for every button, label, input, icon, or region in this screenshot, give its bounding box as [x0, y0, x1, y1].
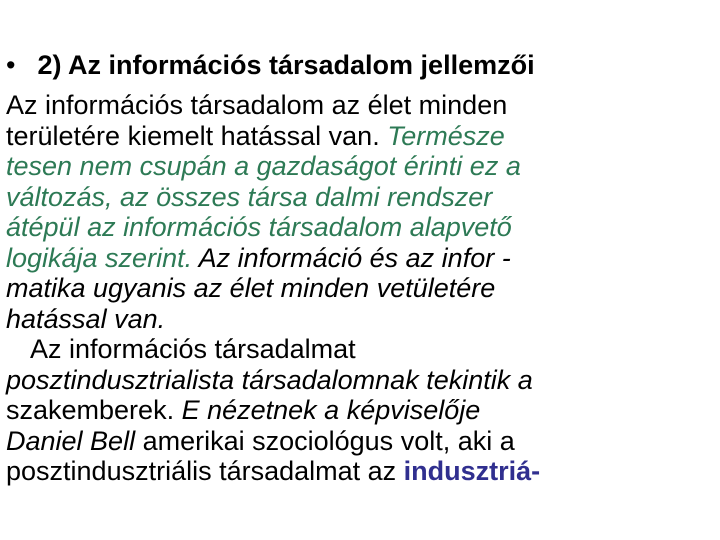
bullet-icon: • — [6, 50, 16, 80]
highlighted-text-line — [6, 182, 720, 213]
text-line — [6, 456, 720, 487]
text-line — [6, 395, 720, 426]
highlighted-text: logikája szerint. — [6, 242, 193, 273]
text-run: területére kiemelt hatással van. — [6, 120, 388, 151]
text-run: Az információs társadalmat — [30, 334, 356, 364]
italic-text-line — [6, 365, 720, 396]
text-line — [6, 426, 720, 457]
text-run: matika ugyanis az élet minden vetületére — [6, 273, 496, 303]
text-run: Az információs társadalom az élet minden — [6, 90, 508, 120]
italic-text: Daniel Bell — [6, 425, 136, 456]
slide-heading — [6, 40, 535, 90]
text-line — [6, 243, 720, 274]
body-paragraph — [6, 90, 720, 487]
text-run: posztindusztriális társadalmat az — [6, 456, 404, 486]
highlighted-text-line — [6, 212, 720, 243]
heading-text: 2) Az információs társadalom jellemzői — [37, 50, 535, 80]
text-run: változás, az összes társa dalmi rendszer — [6, 181, 493, 212]
text-line — [6, 90, 720, 121]
text-run: posztindusztrialista társadalomnak tekintik a — [6, 364, 533, 395]
italic-text: Az információ és az infor - — [192, 242, 511, 273]
highlighted-text-line — [6, 151, 720, 182]
highlighted-text: Természe — [387, 120, 505, 151]
italic-text-line — [6, 273, 720, 304]
text-run: amerikai szociológus volt, aki a — [135, 425, 515, 456]
italic-text: E nézetnek a képviselője — [181, 395, 481, 425]
text-line — [6, 334, 720, 365]
text-run: hatással van. — [6, 303, 166, 334]
text-run: tesen nem csupán a gazdaságot érinti ez a — [6, 151, 521, 181]
emphasis-text: indusztriá- — [403, 456, 541, 486]
text-run: szakemberek. — [6, 395, 182, 425]
text-line — [6, 121, 720, 152]
text-run: átépül az információs társadalom alapvető — [6, 212, 512, 242]
italic-text-line — [6, 304, 720, 335]
